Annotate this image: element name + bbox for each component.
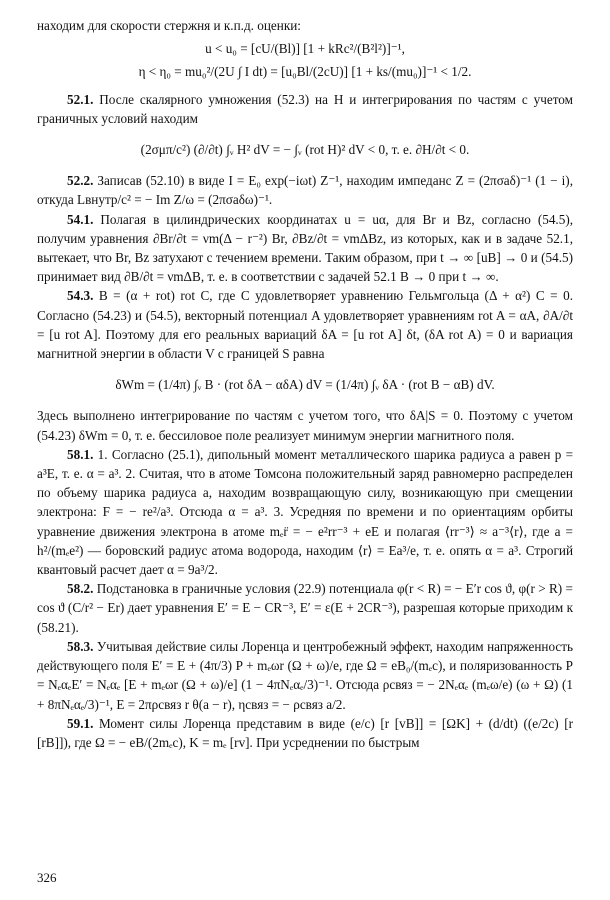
solution-text: После скалярного умножения (52.3) на H и интегрирования по частям с учетом граничных условий находим — [37, 91, 573, 126]
problem-label: 59.1. — [67, 715, 94, 731]
problem-label: 54.3. — [67, 288, 94, 304]
solution-text: Подстановка в граничные условия (22.9) потенциала φ(r < R) = − E′r cos ϑ, φ(r > R) = cos ϑ (C/r² − Er) дает уравнения E′ = E − CR⁻³, E′ = ε(E + 2CR⁻³), разрешая которые приходим к (58.21). — [37, 581, 573, 635]
equation-efficiency-estimate: η < η₀ = mu₀²/(2U ∫ I dt) = [u₀Bl/(2cU)] [1 + ks/(mu₀)]⁻¹ < 1/2. — [138, 64, 472, 80]
text-intro: находим для скорости стержня и к.п.д. оценки: — [37, 18, 301, 33]
solution-52-2 — [37, 171, 573, 209]
equation-magnetic-energy-variation: δWm = (1/4π) ∫ᵥ B · (rot δA − αδA) dV = (1/4π) ∫ᵥ δA · (rot B − αB) dV. — [115, 377, 495, 393]
solution-59-1 — [37, 714, 573, 752]
solution-text: Полагая в цилиндрических координатах u = uα, для Br и Bz, согласно (54.5), получим уравнения ∂Br/∂t = νm(Δ − r⁻²) Br, ∂Bz/∂t = νmΔBz, из которых, как и в задаче 52.1, вытекает, что Br, Bz затухают с течением времени. Таким образом, при t → ∞ [uB] → 0 и (54.5) принимает вид ∂B/∂t = νmΔB, т. е. в соответствии с задачей 52.1 B → 0 при t → ∞. — [37, 211, 574, 285]
solution-text: 1. Согласно (25.1), дипольный момент металлического шарика радиуса a равен p = a³E, т. е. α = a³. 2. Считая, что в атоме Томсона положительный заряд равномерно распределен по объему шарика радиуса a, находим возвращающую силу, возникающую при смещении электрона: F = − re²/a³. Отсюда α = a³. 3. Усредняя по времени и по ориентациям орбиты уравнение движения электрона в атоме mₑr̈ = − e²rr⁻³ + eE и полагая ⟨rr⁻³⟩ ≈ a⁻³⟨r⟩, где a = h²/(mₑe²) — боровский радиус атома водорода, находим ⟨r⟩ = Ea³/e, т. е. опять α = a³. Строгий квантовый расчет дает α = 9a³/2. — [37, 446, 574, 578]
equation-energy-decay: (2σμπ/c²) (∂/∂t) ∫ᵥ H² dV = − ∫ᵥ (rot H)² dV < 0, т. е. ∂H/∂t < 0. — [140, 142, 470, 158]
problem-label: 54.1. — [67, 211, 94, 227]
equation-velocity-estimate: u < u₀ = [cU/(Bl)] [1 + kRc²/(B²l²)]⁻¹, — [205, 41, 405, 57]
problem-label: 58.2. — [67, 581, 94, 597]
problem-label: 52.1. — [67, 91, 94, 107]
solution-52-1 — [37, 90, 573, 128]
problem-label: 58.3. — [67, 638, 94, 654]
solution-58-3 — [37, 637, 573, 714]
problem-label: 52.2. — [67, 173, 94, 189]
solution-text: Момент силы Лоренца представим в виде (e/c) [r [vB]] = [ΩK] + (d/dt) ((e/2c) [r [rB]]), где Ω = − eB/(2mₑc), K = mₑ [rv]. При усреднении по быстрым — [37, 715, 574, 750]
problem-label: 58.1. — [67, 446, 94, 462]
solution-58-1 — [37, 445, 573, 579]
solution-text: Учитывая действие силы Лоренца и центробежный эффект, находим напряженность действующего поля E′ = E + (4π/3) P + mₑωr (Ω + ω)/e, где Ω = eB₀/(mₑc), и поляризованность P = NₑαₑE′ = Nₑαₑ [E + mₑωr (Ω + ω)/e] (1 − 4πNₑαₑ/3)⁻¹. Отсюда ρсвяз = − 2Nₑαₑ (mₑω/e) (ω + Ω) (1 + 8πNₑαₑ/3)⁻¹, E = 2πρсвяз r θ(a − r), ηсвяз = − ρсвяз a/2. — [37, 638, 573, 712]
text-force-free-field: Здесь выполнено интегрирование по частям с учетом того, что δA|S = 0. Поэтому с учетом (54.23) δWm = 0, т. е. бессиловое поле реализует минимум энергии магнитного поля. — [37, 408, 573, 443]
solution-text: B = (α + rot) rot C, где C удовлетворяет уравнению Гельмгольца (Δ + α²) C = 0. Согласно (54.23) и (54.5), векторный потенциал A удовлетворяет уравнениям rot A = αA, ∂A/∂t = [u rot A]. Поэтому для его реальных вариаций δA = [u rot A] δt, (δA rot A) = 0 и вариация магнитной энергии в области V с границей S равна — [37, 288, 573, 362]
page-number: 326 — [37, 870, 57, 885]
solution-54-1 — [37, 210, 573, 287]
solution-54-3 — [37, 286, 573, 363]
page-body — [37, 16, 573, 752]
solution-text: Записав (52.10) в виде I = E₀ exp(−iωt) Z⁻¹, находим импеданс Z = (2πσaδ)⁻¹ (1 − i), откуда Lвнутр/c² = − Im Z/ω = (2πσaδω)⁻¹. — [37, 173, 574, 208]
solution-58-2 — [37, 579, 573, 637]
